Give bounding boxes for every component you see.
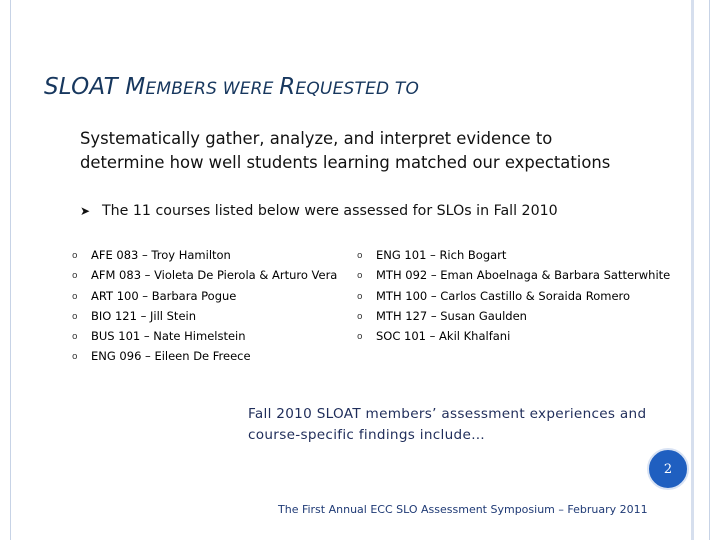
slide-title-part: R xyxy=(279,74,296,100)
circle-bullet-icon: o xyxy=(357,332,363,343)
list-item xyxy=(72,347,337,367)
list-item xyxy=(357,307,670,327)
slide-title-part: EQUESTED TO xyxy=(295,79,420,99)
course-list-right xyxy=(357,246,670,347)
list-item xyxy=(72,307,337,327)
course-list-left xyxy=(72,246,337,368)
slide-title-part: EMBERS WERE xyxy=(145,79,280,99)
slide-title-part: SLOAT M xyxy=(44,74,146,100)
circle-bullet-icon: o xyxy=(357,311,363,322)
list-item xyxy=(72,266,337,286)
findings-text: Fall 2010 SLOAT members’ assessment experiences and course-specific findings include… xyxy=(248,406,647,443)
course-label: ART 100 – Barbara Pogue xyxy=(91,288,237,303)
courses-heading-text: The 11 courses listed below were assessed for SLOs in Fall 2010 xyxy=(102,203,558,219)
courses-heading xyxy=(80,200,558,222)
slide-frame-rule xyxy=(691,0,694,540)
circle-bullet-icon: o xyxy=(72,332,78,343)
circle-bullet-icon: o xyxy=(72,271,78,282)
arrow-bullet-icon: ➤ xyxy=(80,204,91,218)
course-label: AFE 083 – Troy Hamilton xyxy=(91,248,231,262)
footer-text: The First Annual ECC SLO Assessment Symposium – February 2011 xyxy=(278,503,648,516)
circle-bullet-icon: o xyxy=(357,271,363,282)
course-label: MTH 092 – Eman Aboelnaga & Barbara Satterwhite xyxy=(376,268,671,283)
circle-bullet-icon: o xyxy=(357,291,363,302)
course-label: BIO 121 – Jill Stein xyxy=(91,308,196,323)
circle-bullet-icon: o xyxy=(72,251,78,261)
circle-bullet-icon: o xyxy=(72,311,78,322)
circle-bullet-icon: o xyxy=(72,291,78,302)
course-label: SOC 101 – Akil Khalfani xyxy=(376,329,511,344)
course-label: ENG 101 – Rich Bogart xyxy=(376,248,507,262)
slide-title xyxy=(44,74,419,100)
list-item xyxy=(357,266,670,286)
circle-bullet-icon: o xyxy=(72,352,78,363)
circle-bullet-icon: o xyxy=(357,251,363,261)
course-label: MTH 127 – Susan Gaulden xyxy=(376,308,527,323)
intro-text: Systematically gather, analyze, and interpret evidence to determine how well students learning matched our expectations xyxy=(80,129,611,172)
list-item xyxy=(72,246,337,266)
course-label: AFM 083 – Violeta De Pierola & Arturo Vera xyxy=(91,268,338,283)
course-label: BUS 101 – Nate Himelstein xyxy=(91,329,246,344)
course-label: ENG 096 – Eileen De Freece xyxy=(91,349,251,364)
list-item xyxy=(357,327,670,347)
list-item xyxy=(357,246,670,266)
page-number-badge: 2 xyxy=(647,448,689,490)
list-item xyxy=(357,287,670,307)
list-item xyxy=(72,327,337,347)
list-item xyxy=(72,287,337,307)
course-label: MTH 100 – Carlos Castillo & Soraida Romero xyxy=(376,288,631,303)
